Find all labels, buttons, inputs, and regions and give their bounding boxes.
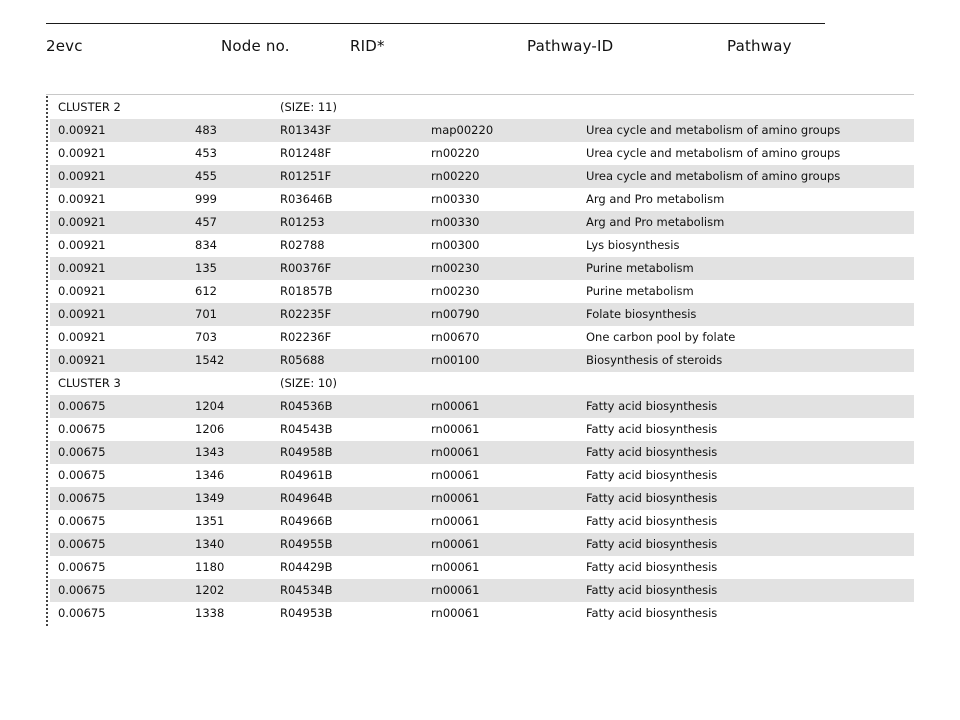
table-row	[50, 441, 914, 464]
cell-pathway-id: rn00790	[431, 307, 480, 321]
cell-node-no: 834	[195, 238, 217, 252]
cell-pathway-id: rn00061	[431, 491, 480, 505]
table-row	[50, 395, 914, 418]
cell-pathway: Fatty acid biosynthesis	[586, 537, 718, 551]
cell-rid: R04534B	[280, 583, 333, 597]
cell-pathway-id: rn00330	[431, 215, 480, 229]
cell-pathway-id: rn00061	[431, 514, 480, 528]
cluster-header-row	[50, 96, 914, 119]
cell-pathway: Fatty acid biosynthesis	[586, 422, 718, 436]
cell-node-no: 1206	[195, 422, 225, 436]
cell-2evc: CLUSTER 3	[58, 376, 121, 390]
cell-pathway: Urea cycle and metabolism of amino groups	[586, 146, 841, 160]
cell-pathway: Fatty acid biosynthesis	[586, 445, 718, 459]
cell-2evc: 0.00921	[58, 238, 106, 252]
cell-node-no: 1180	[195, 560, 225, 574]
cell-rid: R04958B	[280, 445, 333, 459]
cell-pathway: Fatty acid biosynthesis	[586, 560, 718, 574]
cell-pathway-id: rn00230	[431, 261, 480, 275]
table-row	[50, 510, 914, 533]
cell-node-no: 1204	[195, 399, 225, 413]
table-row	[50, 326, 914, 349]
cell-2evc: 0.00675	[58, 399, 106, 413]
cell-rid: R02788	[280, 238, 325, 252]
table-body	[50, 96, 914, 625]
cell-node-no: 455	[195, 169, 217, 183]
cell-pathway: Purine metabolism	[586, 261, 694, 275]
cell-node-no: 1340	[195, 537, 225, 551]
cell-rid: (SIZE: 11)	[280, 100, 337, 114]
table-top-rule	[46, 23, 825, 24]
table-row	[50, 165, 914, 188]
cell-node-no: 1202	[195, 583, 225, 597]
cell-pathway-id: rn00061	[431, 468, 480, 482]
cell-2evc: 0.00921	[58, 284, 106, 298]
cell-pathway: Arg and Pro metabolism	[586, 215, 725, 229]
header-separator-rule	[46, 94, 914, 95]
cell-pathway: One carbon pool by folate	[586, 330, 736, 344]
cell-pathway: Fatty acid biosynthesis	[586, 468, 718, 482]
cell-rid: R05688	[280, 353, 325, 367]
table-row	[50, 211, 914, 234]
cell-rid: (SIZE: 10)	[280, 376, 337, 390]
cell-rid: R04961B	[280, 468, 333, 482]
cell-pathway: Folate biosynthesis	[586, 307, 697, 321]
header-rid: RID*	[350, 37, 385, 55]
cell-2evc: 0.00921	[58, 192, 106, 206]
cell-pathway: Purine metabolism	[586, 284, 694, 298]
cell-2evc: 0.00675	[58, 606, 106, 620]
cell-pathway-id: rn00100	[431, 353, 480, 367]
cell-rid: R04953B	[280, 606, 333, 620]
cell-pathway-id: rn00061	[431, 399, 480, 413]
cell-node-no: 1349	[195, 491, 225, 505]
cell-2evc: 0.00675	[58, 514, 106, 528]
table-row	[50, 533, 914, 556]
cell-pathway: Fatty acid biosynthesis	[586, 514, 718, 528]
table-row	[50, 349, 914, 372]
cell-2evc: 0.00921	[58, 146, 106, 160]
cell-pathway-id: rn00061	[431, 560, 480, 574]
table-row	[50, 142, 914, 165]
cell-pathway: Lys biosynthesis	[586, 238, 680, 252]
cell-rid: R04964B	[280, 491, 333, 505]
table-row	[50, 303, 914, 326]
cell-node-no: 1338	[195, 606, 225, 620]
cell-2evc: 0.00921	[58, 169, 106, 183]
cell-node-no: 1343	[195, 445, 225, 459]
cell-2evc: 0.00921	[58, 215, 106, 229]
cell-node-no: 1346	[195, 468, 225, 482]
cell-node-no: 457	[195, 215, 217, 229]
cell-pathway-id: rn00300	[431, 238, 480, 252]
header-node-no: Node no.	[221, 37, 290, 55]
cell-pathway: Fatty acid biosynthesis	[586, 583, 718, 597]
cell-node-no: 612	[195, 284, 217, 298]
table-row	[50, 487, 914, 510]
cell-pathway: Arg and Pro metabolism	[586, 192, 725, 206]
cell-2evc: 0.00675	[58, 583, 106, 597]
cell-2evc: 0.00675	[58, 491, 106, 505]
cell-2evc: 0.00675	[58, 445, 106, 459]
cell-rid: R01251F	[280, 169, 332, 183]
cell-node-no: 1542	[195, 353, 225, 367]
cell-rid: R02236F	[280, 330, 332, 344]
cell-pathway: Urea cycle and metabolism of amino groups	[586, 169, 841, 183]
cell-rid: R01253	[280, 215, 325, 229]
cell-pathway: Fatty acid biosynthesis	[586, 399, 718, 413]
cell-pathway-id: rn00061	[431, 537, 480, 551]
cell-2evc: 0.00675	[58, 422, 106, 436]
cell-pathway-id: rn00330	[431, 192, 480, 206]
cell-pathway-id: rn00220	[431, 169, 480, 183]
header-pathway: Pathway	[727, 37, 792, 55]
cell-2evc: 0.00675	[58, 560, 106, 574]
cell-2evc: 0.00921	[58, 307, 106, 321]
cell-pathway: Fatty acid biosynthesis	[586, 606, 718, 620]
table-row	[50, 257, 914, 280]
cell-2evc: 0.00921	[58, 261, 106, 275]
table-row	[50, 119, 914, 142]
cell-rid: R04429B	[280, 560, 333, 574]
cell-pathway-id: map00220	[431, 123, 494, 137]
cell-pathway-id: rn00220	[431, 146, 480, 160]
table-row	[50, 464, 914, 487]
cell-pathway-id: rn00230	[431, 284, 480, 298]
cell-pathway-id: rn00061	[431, 422, 480, 436]
table-row	[50, 280, 914, 303]
cell-rid: R04543B	[280, 422, 333, 436]
cluster-header-row	[50, 372, 914, 395]
header-pathway-id: Pathway-ID	[527, 37, 614, 55]
cell-node-no: 701	[195, 307, 217, 321]
table-row	[50, 188, 914, 211]
cell-rid: R04966B	[280, 514, 333, 528]
cell-pathway-id: rn00061	[431, 445, 480, 459]
cell-node-no: 135	[195, 261, 217, 275]
cell-rid: R04955B	[280, 537, 333, 551]
cell-pathway: Urea cycle and metabolism of amino groups	[586, 123, 841, 137]
dotted-left-border	[46, 96, 48, 626]
table-row	[50, 418, 914, 441]
cell-rid: R01857B	[280, 284, 333, 298]
cell-rid: R03646B	[280, 192, 333, 206]
cell-node-no: 483	[195, 123, 217, 137]
cell-2evc: 0.00921	[58, 330, 106, 344]
cell-pathway-id: rn00670	[431, 330, 480, 344]
cell-pathway-id: rn00061	[431, 583, 480, 597]
cell-pathway: Biosynthesis of steroids	[586, 353, 723, 367]
table-row	[50, 602, 914, 625]
cell-rid: R00376F	[280, 261, 332, 275]
cell-2evc: CLUSTER 2	[58, 100, 121, 114]
table-row	[50, 556, 914, 579]
cell-node-no: 453	[195, 146, 217, 160]
cell-rid: R02235F	[280, 307, 332, 321]
table-row	[50, 579, 914, 602]
cell-rid: R01343F	[280, 123, 332, 137]
cell-pathway-id: rn00061	[431, 606, 480, 620]
cell-node-no: 1351	[195, 514, 225, 528]
cell-rid: R01248F	[280, 146, 332, 160]
cell-2evc: 0.00675	[58, 537, 106, 551]
cell-2evc: 0.00675	[58, 468, 106, 482]
header-2evc: 2evc	[46, 37, 83, 55]
cell-node-no: 999	[195, 192, 217, 206]
cell-pathway: Fatty acid biosynthesis	[586, 491, 718, 505]
cell-rid: R04536B	[280, 399, 333, 413]
cell-2evc: 0.00921	[58, 353, 106, 367]
table-row	[50, 234, 914, 257]
cell-2evc: 0.00921	[58, 123, 106, 137]
cell-node-no: 703	[195, 330, 217, 344]
